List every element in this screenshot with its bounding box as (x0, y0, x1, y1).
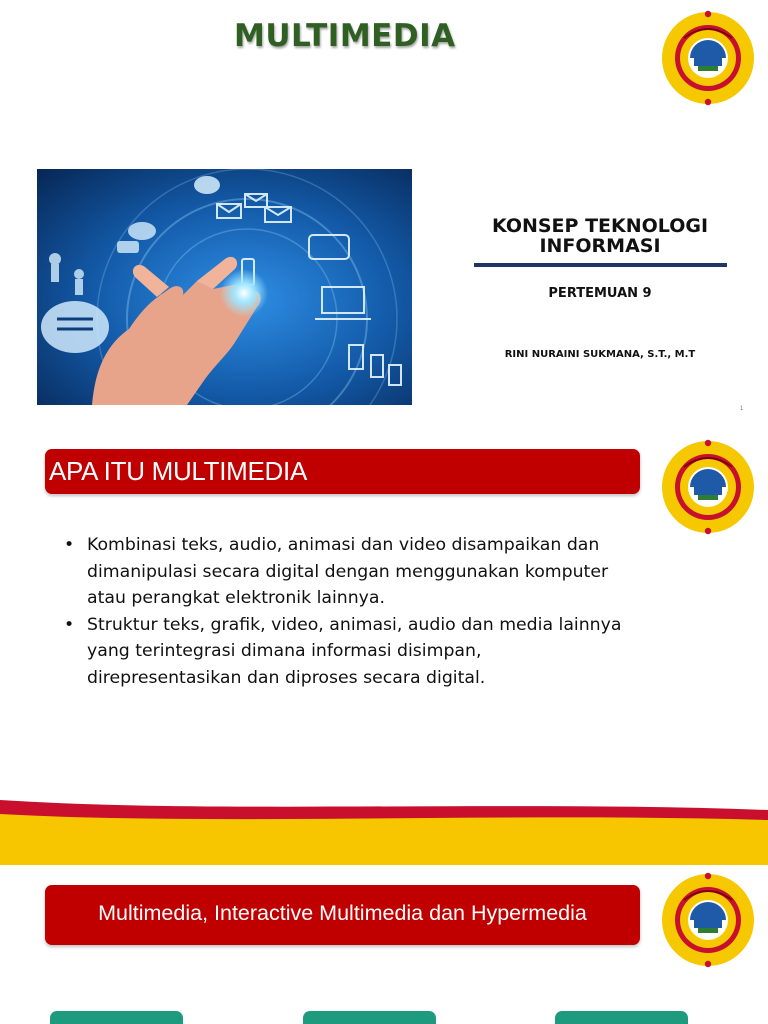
university-logo-icon (658, 870, 758, 970)
list-item: • Kombinasi teks, audio, animasi dan video disampaikan dan dimanipulasi secara digital dengan menggunakan komputer atau perangkat elektronik lainnya. (62, 532, 622, 612)
definition-slide (0, 420, 768, 865)
decorative-wave-band (0, 790, 768, 865)
slide-title: MULTIMEDIA (234, 18, 456, 54)
slide-title: Multimedia, Interactive Multimedia dan Hypermedia (98, 901, 587, 925)
presentation-heading (472, 216, 728, 256)
university-logo-icon (658, 437, 758, 537)
slide-title-bar (45, 449, 640, 494)
heading-line-1: KONSEP TEKNOLOGI (491, 215, 709, 237)
slide-title-bar (45, 885, 640, 945)
comparison-slide (0, 865, 768, 1024)
hero-image (37, 169, 412, 405)
title-slide (0, 0, 768, 420)
topic-tile (50, 1011, 183, 1024)
topic-tile (303, 1011, 436, 1024)
definition-list (62, 532, 622, 691)
slide-title: APA ITU MULTIMEDIA (49, 456, 308, 486)
meeting-label: PERTEMUAN 9 (548, 286, 652, 301)
university-logo-icon (658, 8, 758, 108)
topic-tile (555, 1011, 688, 1024)
heading-divider (474, 263, 727, 267)
heading-line-2: INFORMASI (539, 235, 661, 257)
author-name: RINI NURAINI SUKMANA, S.T., M.T (504, 349, 696, 360)
list-item: • Struktur teks, grafik, video, animasi, audio dan media lainnya yang terintegrasi dimana informasi disimpan, direpresentasikan dan diproses secara digital. (62, 612, 622, 692)
page-number: 1 (740, 406, 744, 412)
